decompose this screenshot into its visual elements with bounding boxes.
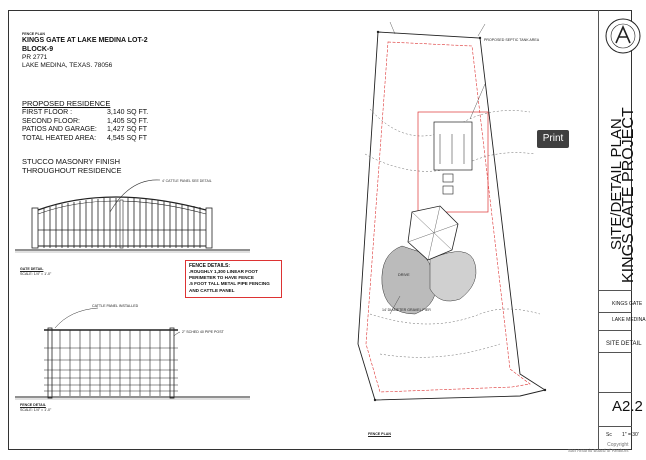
- fence-details-box: [185, 260, 282, 298]
- sheet-title-2: KINGS GATE PROJECT: [620, 107, 637, 283]
- area-value: 4,545 SQ FT: [107, 134, 148, 142]
- fence-details-line-1: .ROUGHLY 1,300 LINEAR FOOT: [189, 269, 258, 274]
- finish-line-2: THROUGHOUT RESIDENCE: [22, 166, 122, 175]
- project-line-4: LAKE MEDINA, TEXAS. 78056: [22, 62, 113, 70]
- fence-plan-caption: FENCE PLAN: [22, 32, 45, 36]
- septic-note: PROPOSED SEPTIC TANK AREA: [484, 38, 540, 42]
- post-note: 2" SCHED 40 PIPE POST: [182, 330, 224, 334]
- proposed-title: PROPOSED RESIDENCE: [22, 99, 111, 108]
- fence-details-line-4: AND CATTLE PANEL: [189, 287, 235, 293]
- fence-details-title: FENCE DETAILS:: [189, 263, 231, 269]
- area-value: 1,405 SQ FT.: [107, 117, 149, 125]
- area-label: PATIOS AND GARAGE:: [22, 126, 97, 133]
- cattle-panel-note: CATTLE PANEL INSTALLED: [92, 304, 139, 308]
- sheet-number: A2.2: [612, 398, 643, 415]
- project-line-3: PR 2771: [22, 54, 48, 62]
- gate-detail-label: GATE DETAIL: [20, 267, 44, 271]
- area-row: [22, 126, 182, 135]
- area-value: 1,427 SQ FT: [107, 126, 148, 133]
- mls-text: San Antonio Board of Realtors: [568, 448, 629, 453]
- project-line-1: KINGS GATE AT LAKE MEDINA LOT-2: [22, 37, 148, 45]
- scale-label: Sc: [606, 432, 612, 438]
- fence-details-line-3: .5 FOOT TALL METAL PIPE FENCING: [189, 281, 270, 287]
- area-row: [22, 109, 182, 118]
- plat-note: 14' DIAMETER GRAVEL PIER: [382, 308, 431, 312]
- area-label: FIRST FLOOR :: [22, 109, 73, 116]
- project-name-box: KINGS GATE: [612, 301, 643, 307]
- fence-detail-drawing: [10, 300, 255, 410]
- area-label: SECOND FLOOR:: [22, 117, 80, 125]
- gate-detail-scale: SCALE: 1/4" = 1'-0": [20, 272, 52, 276]
- svg-text:DRIVE: DRIVE: [398, 273, 410, 277]
- title-rule: [599, 312, 632, 313]
- scale-value: 1" = 30': [622, 432, 639, 438]
- title-rule: [599, 392, 632, 393]
- area-label: TOTAL HEATED AREA:: [22, 134, 97, 142]
- title-rule: [599, 352, 632, 353]
- area-value: 3,140 SQ FT.: [107, 109, 149, 116]
- area-row: [22, 135, 182, 144]
- location-box: LAKE MEDINA: [612, 317, 646, 323]
- site-plan-drawing: [330, 14, 580, 439]
- finish-line-1: STUCCO MASONRY FINISH: [22, 157, 121, 166]
- fence-plan-label: FENCE PLAN: [368, 432, 391, 436]
- fence-details-line-2: PERIMETER TO HAVE FENCE: [189, 275, 254, 281]
- print-button[interactable]: Print: [537, 130, 569, 148]
- svg-text:4' CATTLE PANEL SEE DETAIL: 4' CATTLE PANEL SEE DETAIL: [162, 179, 212, 183]
- fence-detail-label: FENCE DETAIL: [20, 403, 46, 407]
- title-rule: [599, 290, 632, 291]
- sheet-description: SITE DETAIL: [606, 341, 642, 347]
- firm-logo: [603, 16, 637, 56]
- proposed-residence-block: [22, 99, 182, 143]
- title-rule: [599, 330, 632, 331]
- header-block: [22, 32, 148, 70]
- project-line-2: BLOCK-9: [22, 46, 54, 54]
- title-block-divider: [598, 10, 599, 450]
- copyright-watermark: [568, 442, 629, 453]
- area-row: [22, 118, 182, 127]
- fence-detail-scale: SCALE: 1/4" = 1'-0": [20, 408, 52, 412]
- sheet-title-1: SITE/DETAIL PLAN: [608, 118, 625, 250]
- copyright-text: Copyright: [607, 442, 629, 448]
- title-rule: [599, 426, 632, 427]
